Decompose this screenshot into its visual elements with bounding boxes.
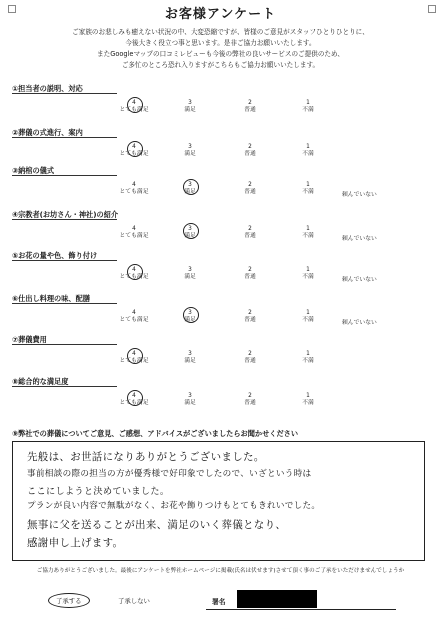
rating-option[interactable] (162, 393, 218, 407)
rating-label: 不満 (302, 233, 314, 239)
selected-circle-mark (127, 264, 143, 280)
consent-text: ご協力ありがとうございました。最後にアンケートを弊社ホームページに掲載(氏名は伏せます)させて頂く事のご了承をいただけませんでしょうか (36, 568, 405, 574)
rating-label: とても満足 (119, 151, 149, 157)
signature-label: 署名 (212, 598, 226, 606)
rating-number: 1 (306, 100, 310, 106)
question-item (12, 84, 432, 128)
page-title: お客様アンケート (164, 7, 277, 22)
question-label: ③納棺の儀式 (12, 166, 55, 175)
rating-option[interactable] (162, 182, 218, 196)
rating-option[interactable] (280, 144, 336, 158)
rating-option[interactable] (222, 182, 278, 196)
question-item (12, 210, 432, 254)
not-requested-option[interactable]: 頼んでいない (342, 236, 377, 242)
question-item (12, 377, 432, 421)
rating-number: 4 (132, 267, 136, 273)
rating-option[interactable] (222, 267, 278, 281)
question-label: ④宗教者(お坊さん・神社)の紹介 (12, 210, 119, 219)
selected-circle-mark (127, 390, 143, 406)
rating-number: 4 (132, 226, 136, 232)
rating-option[interactable] (162, 267, 218, 281)
rating-option[interactable] (222, 310, 278, 324)
selected-circle-mark (127, 97, 143, 113)
rating-option[interactable] (106, 310, 162, 324)
disagree-option[interactable]: 了承しない (118, 597, 150, 605)
question-underline (12, 93, 117, 94)
feedback-line: ここにしようと決めていました。 (27, 486, 170, 497)
rating-option[interactable] (280, 351, 336, 365)
rating-label: 不満 (302, 151, 314, 157)
intro-line: またGoogleマップの口コミレビューも今後の弊社の良いサービスのご提供のため、 (97, 50, 344, 58)
rating-label: 不満 (302, 274, 314, 280)
rating-number: 3 (188, 226, 192, 232)
rating-number: 1 (306, 351, 310, 357)
rating-number: 2 (248, 393, 252, 399)
rating-option[interactable] (280, 393, 336, 407)
question-item (12, 335, 432, 379)
rating-label: 普通 (244, 233, 256, 239)
rating-number: 3 (188, 182, 192, 188)
rating-label: 不満 (302, 107, 314, 113)
signature-redaction (237, 590, 317, 608)
rating-label: 普通 (244, 317, 256, 323)
rating-number: 3 (188, 267, 192, 273)
rating-number: 2 (248, 182, 252, 188)
question-label: ①担当者の説明、対応 (12, 84, 83, 93)
signature-line (206, 609, 396, 610)
rating-label: とても満足 (119, 233, 149, 239)
rating-number: 3 (188, 310, 192, 316)
rating-option[interactable] (222, 393, 278, 407)
rating-option[interactable] (222, 100, 278, 114)
rating-number: 4 (132, 144, 136, 150)
selected-circle-mark (183, 223, 199, 239)
question-label: ⑤お花の量や色、飾り付け (12, 251, 98, 260)
rating-number: 2 (248, 144, 252, 150)
rating-option[interactable] (280, 100, 336, 114)
rating-number: 2 (248, 226, 252, 232)
rating-label: 不満 (302, 189, 314, 195)
rating-label: 不満 (302, 400, 314, 406)
rating-label: とても満足 (119, 358, 149, 364)
rating-label: 満足 (184, 274, 196, 280)
rating-label: とても満足 (119, 107, 149, 113)
intro-line: ご家族のお悲しみも癒えない状況の中、大変恐縮ですが、皆様のご意見がスタッフひとりひとりに、 (72, 28, 369, 36)
rating-label: とても満足 (119, 400, 149, 406)
question-label: ②葬儀の式進行、案内 (12, 128, 83, 137)
question-item (12, 294, 432, 338)
rating-number: 1 (306, 267, 310, 273)
feedback-question: ⑨弊社での葬儀についてご意見、ご感想、アドバイスがございましたらお聞かせください (12, 429, 299, 438)
rating-label: 満足 (184, 400, 196, 406)
question-underline (12, 175, 117, 176)
rating-number: 4 (132, 351, 136, 357)
intro-line: ご多忙のところ恐れ入りますがこちらもご協力お願いいたします。 (121, 61, 320, 69)
rating-number: 2 (248, 351, 252, 357)
rating-label: 満足 (184, 317, 196, 323)
rating-number: 3 (188, 351, 192, 357)
feedback-line: 先般は、お世話になりありがとうございました。 (27, 451, 265, 463)
rating-option[interactable] (222, 226, 278, 240)
feedback-box (12, 441, 425, 561)
rating-option[interactable] (106, 393, 162, 407)
intro-text (0, 27, 441, 71)
question-label: ⑥仕出し料理の味、配膳 (12, 294, 90, 303)
rating-label: 普通 (244, 107, 256, 113)
rating-number: 3 (188, 393, 192, 399)
question-item (12, 166, 432, 210)
rating-option[interactable] (106, 351, 162, 365)
rating-label: 満足 (184, 107, 196, 113)
rating-option[interactable] (106, 182, 162, 196)
rating-number: 2 (248, 310, 252, 316)
rating-option[interactable] (106, 100, 162, 114)
rating-option[interactable] (280, 267, 336, 281)
question-underline (12, 137, 117, 138)
rating-option[interactable] (222, 144, 278, 158)
rating-number: 4 (132, 310, 136, 316)
rating-label: 普通 (244, 189, 256, 195)
rating-label: 満足 (184, 358, 196, 364)
rating-number: 4 (132, 393, 136, 399)
rating-number: 3 (188, 100, 192, 106)
question-item (12, 251, 432, 295)
rating-option[interactable] (106, 267, 162, 281)
rating-number: 1 (306, 226, 310, 232)
rating-number: 1 (306, 310, 310, 316)
selected-circle-mark (183, 307, 199, 323)
rating-number: 4 (132, 100, 136, 106)
feedback-line: プランが良い内容で無駄がなく、お花や飾りつけもとてもきれいでした。 (27, 501, 321, 511)
rating-option[interactable] (280, 226, 336, 240)
feedback-line: 事前相談の際の担当の方が優秀様で好印象でしたので、いざという時は (27, 469, 312, 479)
rating-label: 普通 (244, 358, 256, 364)
rating-label: 不満 (302, 358, 314, 364)
rating-option[interactable] (162, 310, 218, 324)
question-underline (12, 386, 117, 387)
rating-number: 1 (306, 144, 310, 150)
rating-option[interactable] (280, 182, 336, 196)
agree-option[interactable]: 了承する (48, 593, 90, 608)
rating-label: とても満足 (119, 189, 149, 195)
selected-circle-mark (183, 179, 199, 195)
question-underline (12, 344, 117, 345)
rating-label: 普通 (244, 274, 256, 280)
rating-label: 満足 (184, 233, 196, 239)
rating-label: 満足 (184, 189, 196, 195)
rating-label: 普通 (244, 151, 256, 157)
rating-option[interactable] (162, 226, 218, 240)
not-requested-option[interactable]: 頼んでいない (342, 192, 377, 198)
rating-number: 3 (188, 144, 192, 150)
question-underline (12, 260, 117, 261)
rating-label: 普通 (244, 400, 256, 406)
intro-line: 今後大きく役立つ事と思います。是非ご協力お願いいたします。 (125, 39, 316, 47)
rating-number: 2 (248, 100, 252, 106)
feedback-line: 感謝申し上げます。 (27, 537, 124, 549)
rating-label: とても満足 (119, 317, 149, 323)
not-requested-option[interactable]: 頼んでいない (342, 320, 377, 326)
question-label: ⑧総合的な満足度 (12, 377, 69, 386)
rating-number: 2 (248, 267, 252, 273)
selected-circle-mark (127, 141, 143, 157)
question-underline (12, 219, 117, 220)
feedback-line: 無事に父を送ることが出来、満足のいく葬儀となり、 (27, 519, 287, 531)
not-requested-option[interactable]: 頼んでいない (342, 277, 377, 283)
question-underline (12, 303, 117, 304)
rating-label: 満足 (184, 151, 196, 157)
rating-option[interactable] (222, 351, 278, 365)
rating-number: 1 (306, 182, 310, 188)
rating-option[interactable] (280, 310, 336, 324)
rating-option[interactable] (162, 100, 218, 114)
question-label: ⑦葬儀費用 (12, 335, 47, 344)
rating-option[interactable] (162, 144, 218, 158)
rating-number: 4 (132, 182, 136, 188)
rating-label: とても満足 (119, 274, 149, 280)
selected-circle-mark (127, 348, 143, 364)
rating-label: 不満 (302, 317, 314, 323)
rating-option[interactable] (162, 351, 218, 365)
rating-number: 1 (306, 393, 310, 399)
rating-option[interactable] (106, 144, 162, 158)
rating-option[interactable] (106, 226, 162, 240)
